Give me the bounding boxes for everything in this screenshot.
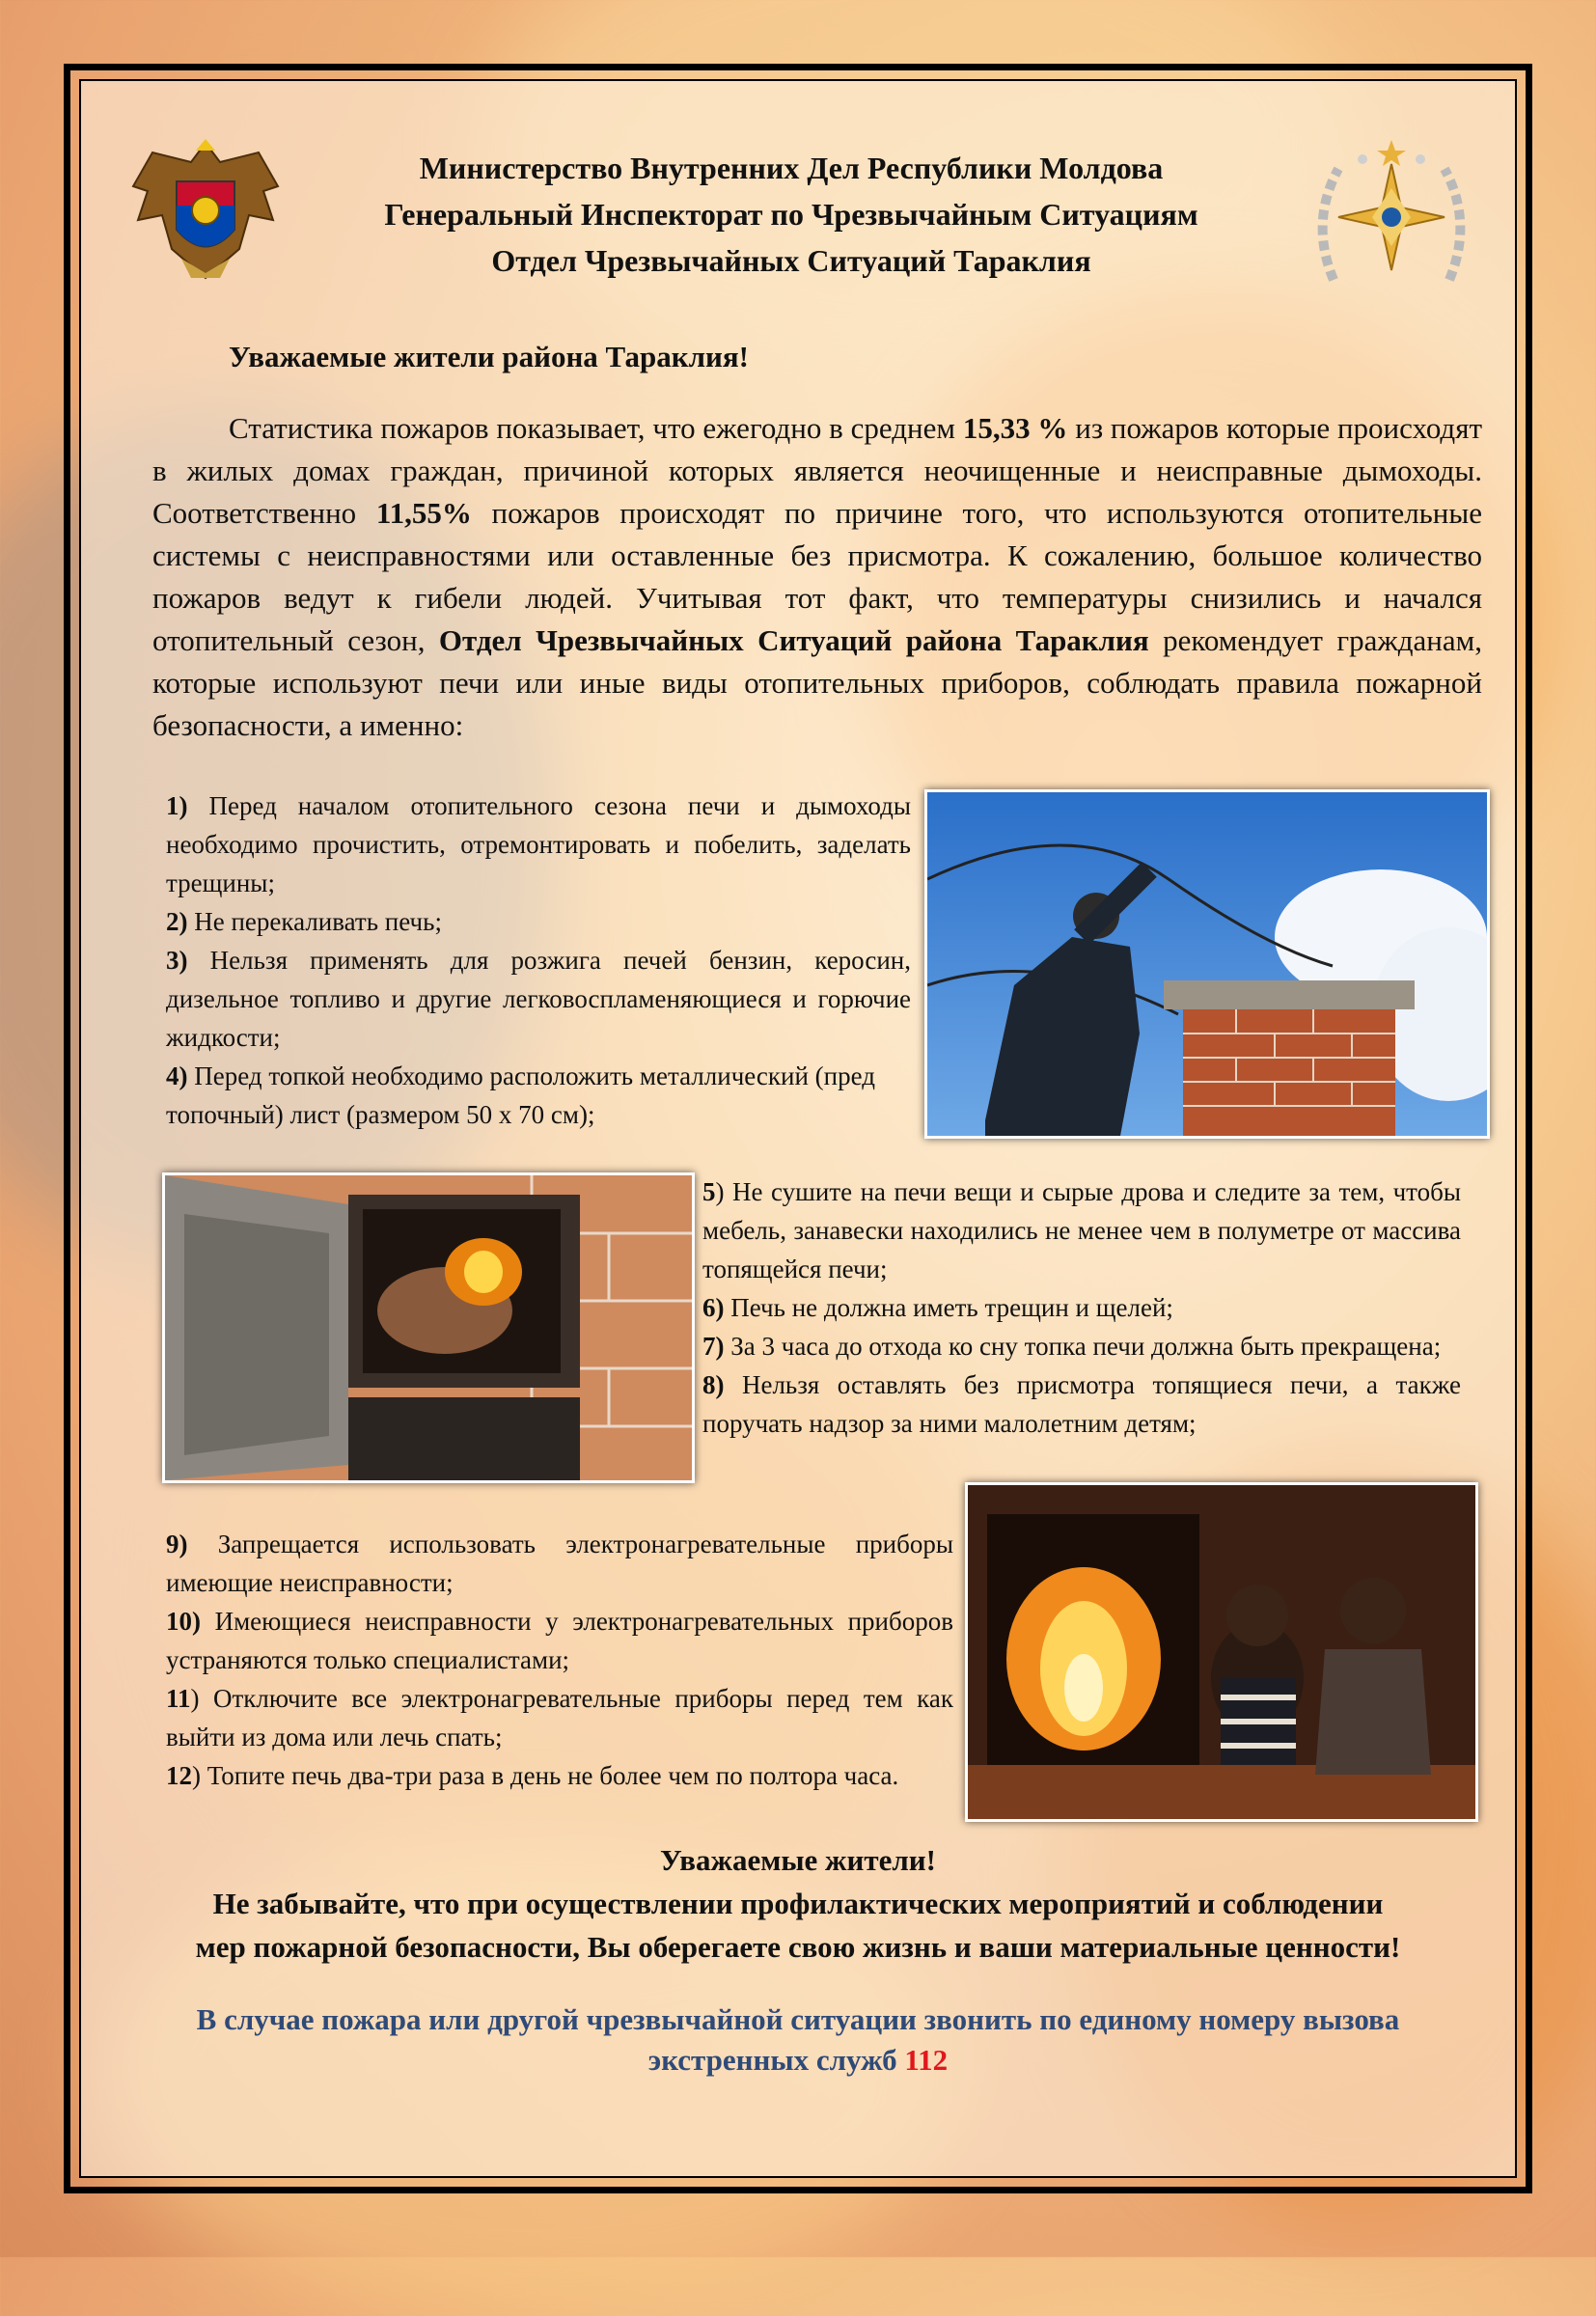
rule-text: Нельзя оставлять без присмотра топящиеся печи, а также поручать надзор за ними малолетним детям;: [702, 1370, 1461, 1438]
statistic-percent: 15,33 %: [962, 411, 1068, 445]
coat-of-arms-moldova-icon: [124, 133, 288, 288]
list-item: [166, 1756, 953, 1795]
greeting-heading: Уважаемые жители района Тараклия!: [229, 340, 749, 373]
rule-number: 2): [166, 907, 188, 936]
rule-text: Имеющиеся неисправности у электронагревательных приборов устраняются только специалистами;: [166, 1607, 953, 1674]
rule-number: 9): [166, 1530, 188, 1558]
intro-text: из пожаров которые происходят в жилых домах граждан, причиной которых является неочищенные и неисправные дымоходы. Соответственно: [152, 411, 1483, 530]
intro-text: пожаров происходят по причине того, что используются отопительные системы с неисправностями или оставленные без присмотра. К сожалению, большое количество пожаров ведут к гибели людей. Учитывая тот факт, что температуры снизились и начался отопительный сезон,: [152, 496, 1482, 657]
children-fireplace-photo: [965, 1482, 1478, 1822]
rule-number: 6): [702, 1293, 725, 1322]
list-item: [166, 786, 911, 902]
closing-text: Не забывайте, что при осуществлении профилактических мероприятий и соблюдении: [212, 1887, 1384, 1920]
rule-text: Печь не должна иметь трещин и щелей;: [724, 1293, 1173, 1322]
rules-list-3: [166, 1525, 953, 1795]
chimney-sweep-photo: [924, 789, 1490, 1139]
list-item: [702, 1327, 1461, 1365]
intro-paragraph: [152, 407, 1482, 747]
list-item: [166, 1057, 911, 1134]
emergency-inspectorate-emblem-icon: [1305, 135, 1478, 299]
emergency-text-line2: [193, 2040, 1403, 2081]
rule-text: Не перекаливать печь;: [187, 907, 442, 936]
rule-text: Нельзя применять для розжига печей бензин, керосин, дизельное топливо и другие легковоспламеняющиеся и горючие жидкости;: [166, 946, 911, 1052]
rule-number: 8): [702, 1370, 725, 1399]
emergency-notice: [193, 1999, 1403, 2081]
header-inspectorate: Генеральный Инспекторат по Чрезвычайным Ситуациям: [384, 197, 1198, 232]
rules-list-1: [166, 786, 911, 1134]
rule-number: 3): [166, 946, 188, 975]
closing-appeal: [193, 1838, 1403, 1969]
list-item: [166, 1525, 953, 1602]
statistic-percent: 11,55%: [375, 496, 472, 530]
rule-number: 1): [166, 791, 188, 820]
list-item: [702, 1288, 1461, 1327]
rule-number: 5: [702, 1177, 716, 1206]
rules-list-2: [702, 1172, 1461, 1443]
rule-text: Запрещается использовать электронагревательные приборы имеющие неисправности;: [166, 1530, 953, 1597]
intro-text: рекомендует гражданам, которые используют печи или иные виды отопительных приборов, соблюдать правила пожарной безопасности, а именно:: [152, 623, 1483, 742]
list-item: [166, 941, 911, 1057]
emergency-number: 112: [904, 2043, 949, 2077]
rule-number: 7): [702, 1332, 725, 1361]
rule-text: ) Отключите все электронагревательные приборы перед тем как выйти из дома или лечь спать;: [166, 1684, 953, 1751]
emergency-text: экстренных служб: [647, 2043, 905, 2077]
rule-number: 4): [166, 1062, 188, 1090]
department-name: Отдел Чрезвычайных Ситуаций района Тараклия: [438, 623, 1149, 657]
list-item: [166, 902, 911, 941]
rule-number: 10): [166, 1607, 201, 1636]
rule-text: ) Топите печь два-три раза в день не более чем по полтора часа.: [192, 1761, 899, 1790]
header-department: Отдел Чрезвычайных Ситуаций Тараклия: [491, 243, 1091, 278]
closing-text: мер пожарной безопасности, Вы оберегаете свою жизнь и ваши материальные ценности!: [195, 1930, 1401, 1964]
closing-greeting: Уважаемые жители!: [660, 1843, 936, 1877]
rule-text: Перед началом отопительного сезона печи и дымоходы необходимо прочистить, отремонтировать и побелить, заделать трещины;: [166, 791, 911, 897]
list-item: [702, 1172, 1461, 1288]
rule-text: ) Не сушите на печи вещи и сырые дрова и следите за тем, чтобы мебель, занавески находились не менее чем в полуметре от массива топящейся печи;: [702, 1177, 1461, 1283]
list-item: [166, 1679, 953, 1756]
header-ministry: Министерство Внутренних Дел Республики Молдова: [419, 151, 1164, 185]
rule-text: Перед топкой необходимо расположить металлический (пред топочный) лист (размером 50 х 70 см);: [166, 1062, 875, 1129]
stove-firebox-photo: [162, 1172, 695, 1483]
rule-text: За 3 часа до отхода ко сну топка печи должна быть прекращена;: [724, 1332, 1442, 1361]
rule-number: 12: [166, 1761, 192, 1790]
list-item: [166, 1602, 953, 1679]
page-header: [289, 145, 1293, 284]
emergency-text: В случае пожара или другой чрезвычайной ситуации звонить по единому номеру вызова: [196, 2002, 1400, 2036]
rule-number: 11: [166, 1684, 191, 1713]
list-item: [702, 1365, 1461, 1443]
intro-text: Статистика пожаров показывает, что ежегодно в среднем: [229, 411, 963, 445]
